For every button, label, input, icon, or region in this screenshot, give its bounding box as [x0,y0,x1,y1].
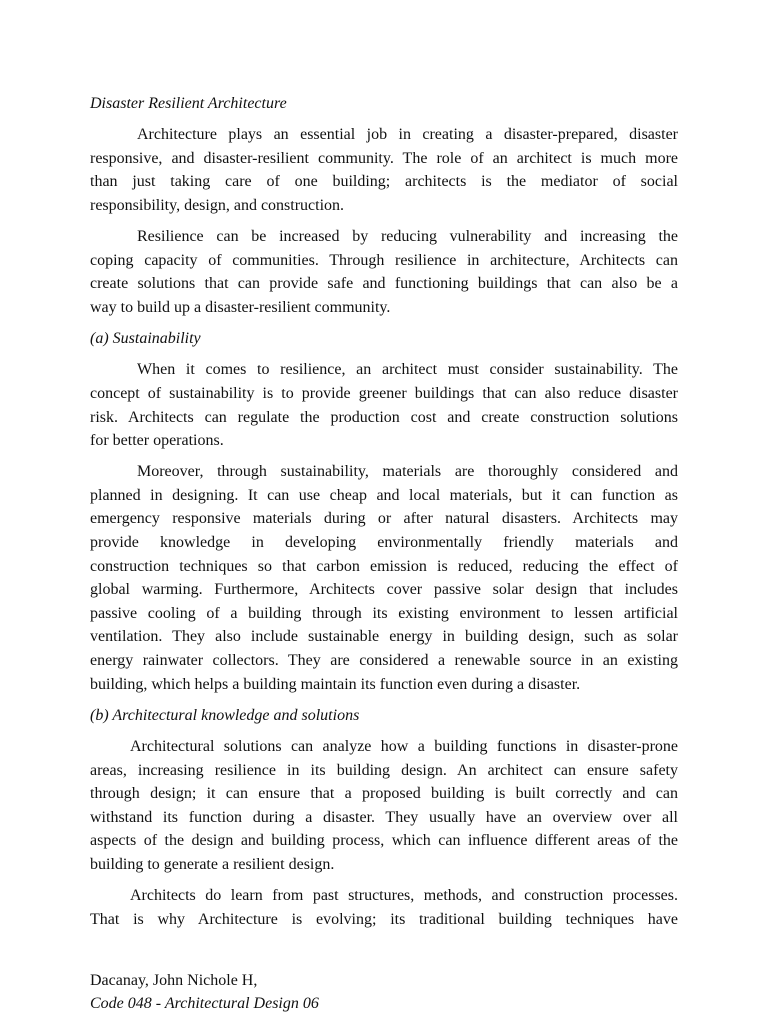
paragraph-line: coping capacity of communities. Through resilience in architecture, Architects can [90,251,678,269]
paragraph-line: provide knowledge in developing environmentally friendly materials and [90,534,678,552]
document-body [90,92,678,939]
paragraph [90,884,678,931]
paragraph-line: responsive, and disaster-resilient community. The role of an architect is much more [90,149,678,167]
paragraph-line: emergency responsive materials during or after natural disasters. Architects may [90,510,678,528]
document-sections [90,123,678,931]
paragraph-line: Architects do learn from past structures, methods, and construction processes. [130,887,678,905]
paragraph-line: Architectural solutions can analyze how a building functions in disaster-prone [130,738,678,755]
paragraph [90,123,678,217]
paragraph-line: global warming. Furthermore, Architects cover passive solar design that includes [90,581,678,599]
paragraph-line: through design; it can ensure that a proposed building is built correctly and can [90,785,678,803]
paragraph-line: Moreover, through sustainability, materials are thoroughly considered and [137,463,678,481]
paragraph-line: ventilation. They also include sustainable energy in building design, such as solar [90,628,678,646]
paragraph-line: way to build up a disaster-resilient community. [90,298,391,316]
paragraph-line: than just taking care of one building; architects is the mediator of social [90,173,678,191]
footer-author: Dacanay, John Nichole H, [90,972,258,989]
paragraph [90,460,678,696]
document-title: Disaster Resilient Architecture [90,95,287,112]
paragraph-line: concept of sustainability is to provide greener buildings that can also reduce disaster [90,384,678,402]
paragraph-line: aspects of the design and building process, which can influence different areas of the [90,832,678,850]
section-heading: (b) Architectural knowledge and solutions [90,706,360,724]
section-heading: (a) Sustainability [90,330,201,348]
paragraph [90,358,678,452]
paragraph-line: withstand its function during a disaster. They usually have an overview over all [90,808,678,826]
paragraph-line: planned in designing. It can use cheap and local materials, but it can function as [90,486,678,504]
paragraph-line: Architecture plays an essential job in creating a disaster-prepared, disaster [137,126,678,144]
paragraph-line: building to generate a resilient design. [90,855,335,873]
paragraph-line: responsibility, design, and construction. [90,196,345,214]
paragraph-line: risk. Architects can regulate the production cost and create construction solutions [90,408,678,426]
paragraph [90,735,678,877]
paragraph-line: passive cooling of a building through its existing environment to lessen artificial [90,604,678,622]
paragraph-line: energy rainwater collectors. They are considered a renewable source in an existing [90,652,678,670]
paragraph-line: building, which helps a building maintain its function even during a disaster. [90,675,581,693]
paragraph-line: create solutions that can provide safe and functioning buildings that can also be a [90,275,678,293]
footer-course: Code 048 - Architectural Design 06 [90,995,319,1012]
paragraph-line: When it comes to resilience, an architect must consider sustainability. The [137,361,678,379]
paragraph [90,225,678,319]
page-footer [90,969,319,1015]
paragraph-line: for better operations. [90,432,224,450]
paragraph-line: construction techniques so that carbon emission is reduced, reducing the effect of [90,557,678,575]
paragraph-line: That is why Architecture is evolving; its traditional building techniques have [90,910,678,928]
paragraph-line: areas, increasing resilience in its building design. An architect can ensure safety [90,761,678,779]
paragraph-line: Resilience can be increased by reducing vulnerability and increasing the [137,228,678,246]
